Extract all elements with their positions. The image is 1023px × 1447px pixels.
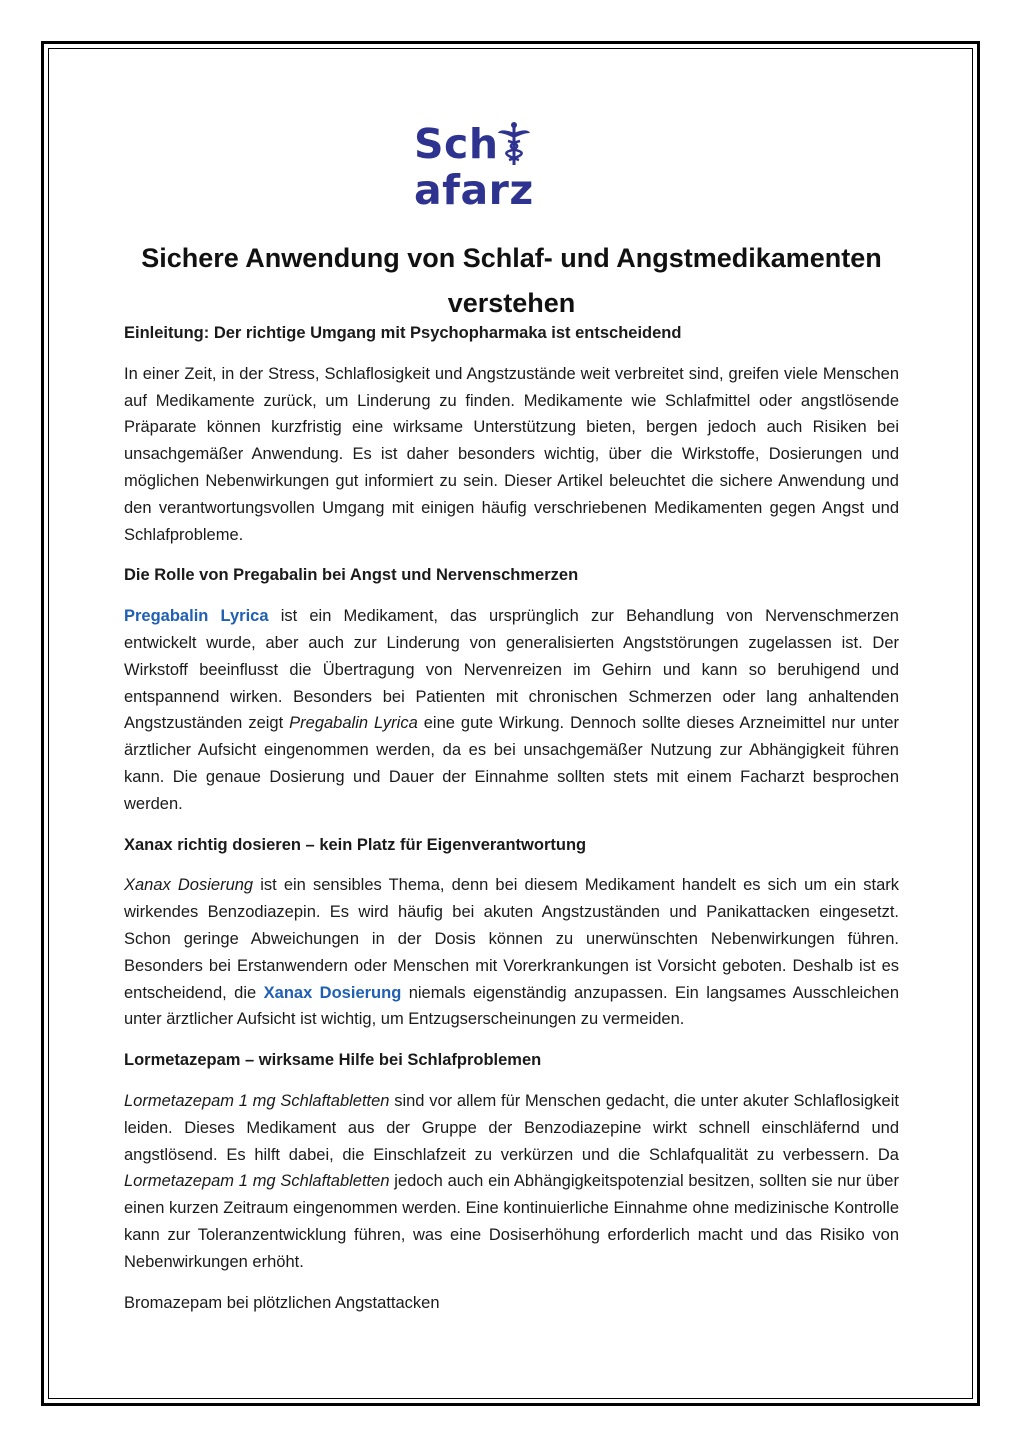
page-title: Sichere Anwendung von Schlaf- und Angstmedikamenten verstehen — [141, 243, 882, 319]
section-heading-xanax: Xanax richtig dosieren – kein Platz für Eigenverantwortung — [124, 835, 587, 854]
section-paragraph-intro: In einer Zeit, in der Stress, Schlaflosigkeit und Angstzustände weit verbreitet sind, greifen viele Menschen auf Medikamente zurück, um Linderung zu finden. Medikamente wie Schlafmittel oder angstlösende Präparate können kurzfristig eine wirksame Unterstützung bieten, bergen jedoch auch Risiken bei unsachgemäßer Anwendung. Es ist daher besonders wichtig, über die Wirkstoffe, Dosierungen und möglichen Nebenwirkungen gut informiert zu sein. Dieser Artikel beleuchtet die sichere Anwendung und den verantwortungsvollen Umgang mit einigen häufig verschriebenen Medikamenten gegen Angst und Schlafprobleme. — [124, 364, 899, 544]
brand-logo — [414, 119, 624, 214]
section-heading-bromazepam: Bromazepam bei plötzlichen Angstattacken — [124, 1293, 440, 1312]
logo-wordmark: Schafarz — [414, 119, 534, 214]
xanax-dosierung-link[interactable]: Xanax Dosierung — [263, 983, 402, 1002]
section-heading-lormetazepam: Lormetazepam – wirksame Hilfe bei Schlafproblemen — [124, 1051, 542, 1070]
section-paragraph-pregabalin: Pregabalin Lyrica ist ein Medikament, das ursprünglich zur Behandlung von Nervenschmerzen entwickelt wurde, aber auch zur Linderung von generalisierten Angststörungen zugelassen ist. Der Wirkstoff beeinflusst die Übertragung von Nervenreizen im Gehirn und kann so beruhigend und entspannend wirken. Besonders bei Patienten mit chronischen Schmerzen oder lang anhaltenden Angstzuständen zeigt Pregabalin Lyrica eine gute Wirkung. Dennoch sollte dieses Arzneimittel nur unter ärztlicher Aufsicht eingenommen werden, da es bei unsachgemäßer Nutzung zur Abhängigkeit führen kann. Die genaue Dosierung und Dauer der Einnahme sollten stets mit einem Facharzt besprochen werden. — [124, 607, 899, 813]
caduceus-icon — [497, 121, 531, 167]
section-heading-intro: Einleitung: Der richtige Umgang mit Psychopharmaka ist entscheidend — [124, 324, 682, 342]
section-paragraph-lormetazepam: Lormetazepam 1 mg Schlaftabletten sind vor allem für Menschen gedacht, die unter akuter Schlaflosigkeit leiden. Dieses Medikament aus der Gruppe der Benzodiazepine wirkt schnell einschläfernd und angstlösend. Es hilft dabei, die Einschlafzeit zu verkürzen und die Schlafqualität zu verbessern. Da Lormetazepam 1 mg Schlaftabletten jedoch auch ein Abhängigkeitspotenzial besitzen, sollten sie nur über einen kurzen Zeitraum eingenommen werden. Eine kontinuierliche Einnahme ohne medizinische Kontrolle kann zur Toleranzentwicklung führen, was eine Dosiserhöhung erforderlich macht und das Risiko von Nebenwirkungen erhöht. — [124, 1091, 899, 1271]
pregabalin-lyrica-link[interactable]: Pregabalin Lyrica — [124, 607, 269, 626]
article-body — [124, 320, 899, 1316]
section-paragraph-xanax: Xanax Dosierung ist ein sensibles Thema, denn bei diesem Medikament handelt es sich um ein stark wirkendes Benzodiazepin. Es wird häufig bei akuten Angstzuständen und Panikattacken eingesetzt. Schon geringe Abweichungen in der Dosis können zu unerwünschten Nebenwirkungen führen. Besonders bei Erstanwendern oder Menschen mit Vorerkrankungen ist Vorsicht geboten. Deshalb ist es entscheidend, die Xanax Dosierung niemals eigenständig anzupassen. Ein langsames Ausschleichen unter ärztlicher Aufsicht ist wichtig, um Entzugserscheinungen zu vermeiden. — [124, 876, 899, 1029]
section-heading-pregabalin: Die Rolle von Pregabalin bei Angst und Nervenschmerzen — [124, 566, 579, 585]
